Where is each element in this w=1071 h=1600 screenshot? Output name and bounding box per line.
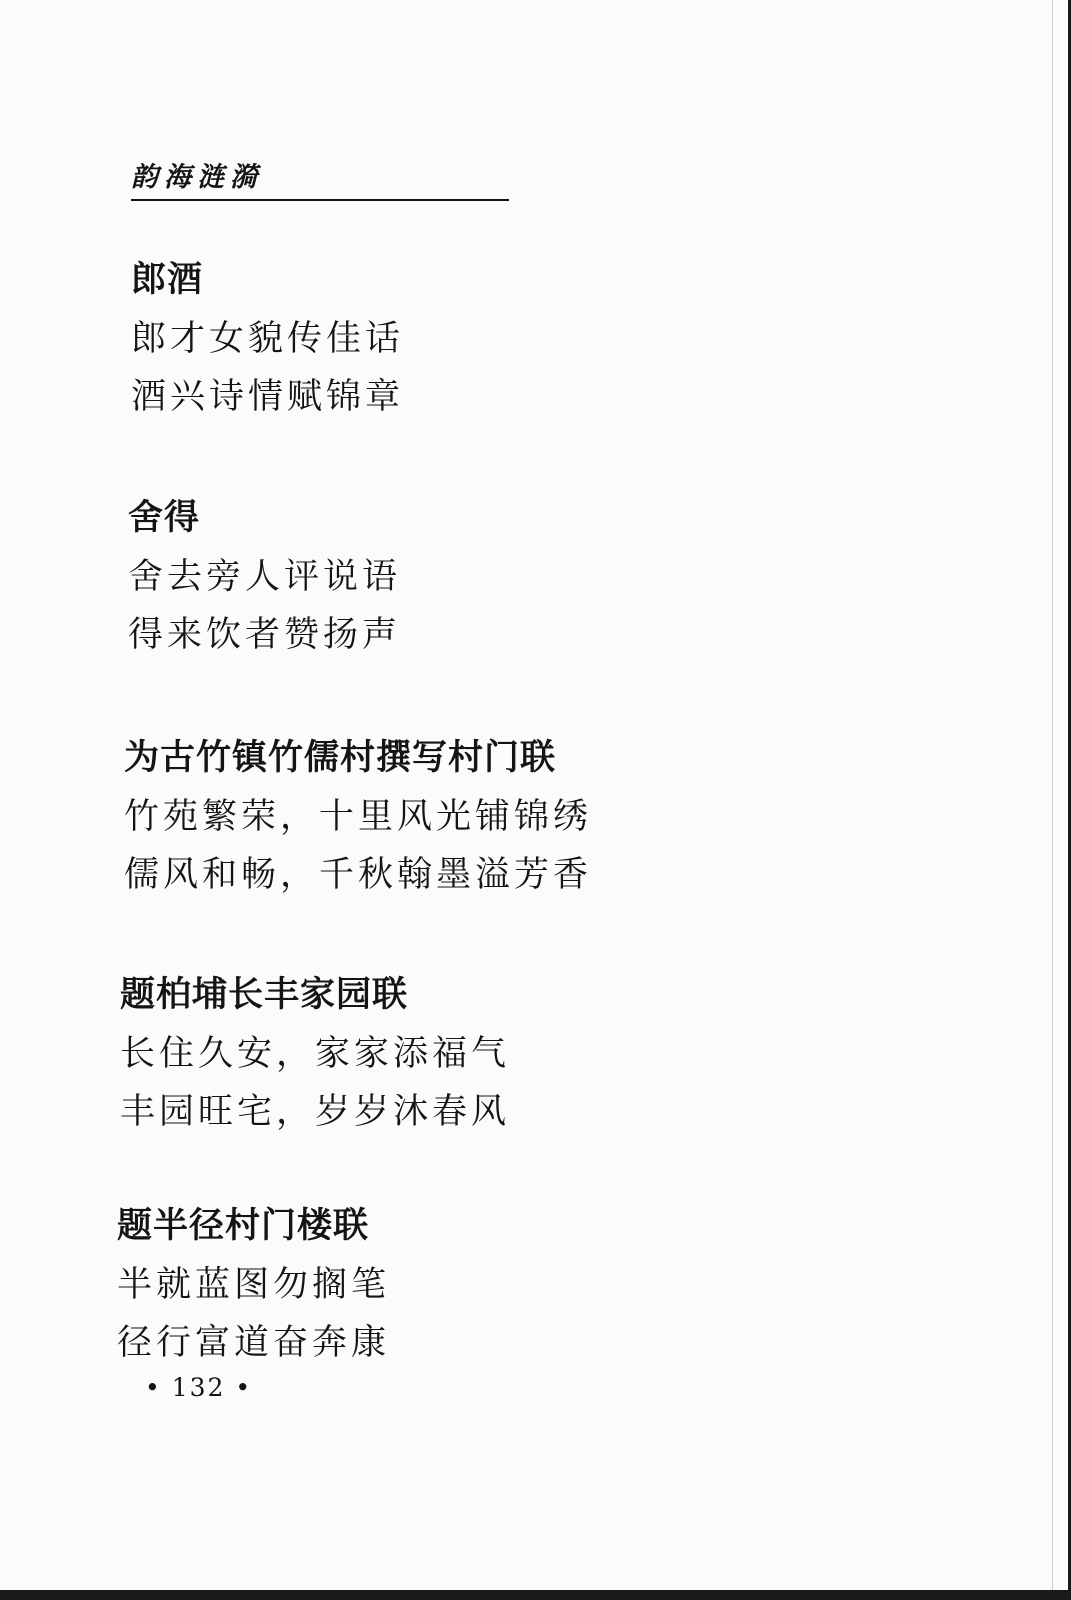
couplet-title: 为古竹镇竹儒村撰写村门联 bbox=[124, 738, 557, 778]
couplet-line-lower: 丰园旺宅，岁岁沐春风 bbox=[120, 1092, 511, 1132]
couplet-title: 郎酒 bbox=[131, 260, 204, 300]
couplet-line-upper: 半就蓝图勿搁笔 bbox=[117, 1265, 391, 1305]
scan-edge-bottom bbox=[0, 1590, 1071, 1600]
couplet-entry bbox=[117, 1196, 390, 1372]
couplet-line-upper: 长住久安，家家添福气 bbox=[120, 1034, 511, 1074]
running-head: 韵海涟漪 bbox=[131, 162, 263, 193]
couplet-title: 题半径村门楼联 bbox=[117, 1206, 370, 1246]
scan-shadow-line bbox=[1052, 0, 1053, 1600]
couplet-entry bbox=[124, 728, 592, 904]
couplet-line-upper: 竹苑繁荣，十里风光铺锦绣 bbox=[124, 797, 593, 837]
page-number: • 132 • bbox=[145, 1373, 253, 1402]
couplet-entry bbox=[131, 250, 404, 426]
couplet-line-lower: 酒兴诗情赋锦章 bbox=[131, 377, 405, 417]
couplet-title: 题柏埔长丰家园联 bbox=[120, 975, 409, 1015]
couplet-entry bbox=[120, 965, 510, 1141]
couplet-line-lower: 儒风和畅，千秋翰墨溢芳香 bbox=[124, 855, 593, 895]
couplet-line-lower: 得来饮者赞扬声 bbox=[128, 615, 402, 655]
running-head-rule bbox=[131, 199, 509, 201]
couplet-line-upper: 郎才女貌传佳话 bbox=[131, 319, 405, 359]
couplet-line-lower: 径行富道奋奔康 bbox=[117, 1323, 391, 1363]
couplet-entry bbox=[128, 488, 401, 664]
couplet-title: 舍得 bbox=[128, 498, 201, 538]
couplet-line-upper: 舍去旁人评说语 bbox=[128, 557, 402, 597]
